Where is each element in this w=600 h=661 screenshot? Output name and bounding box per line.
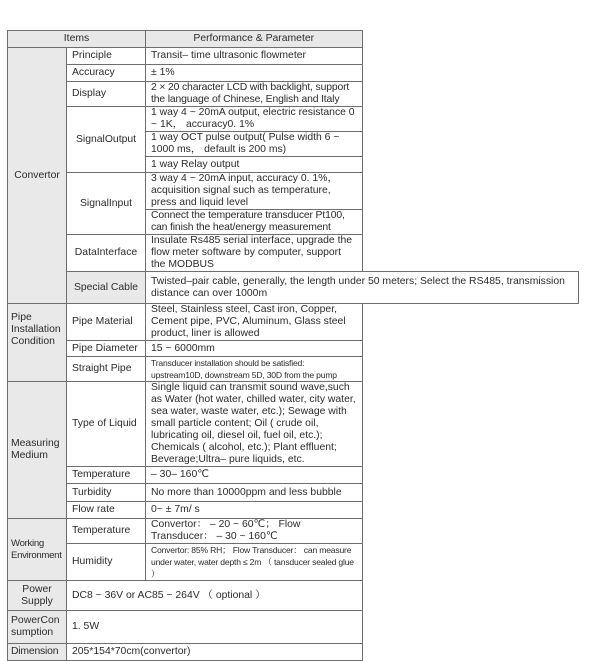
value-temperature: – 30– 160℃ (146, 467, 363, 484)
category-power-consumption: PowerCon sumption (8, 611, 67, 644)
value-accuracy: ± 1% (146, 65, 363, 82)
value-straight-pipe: Transducer installation should be satisfied: upstream10D, downstream 5D, 30D from the pump (146, 357, 363, 382)
param-pipe-material: Pipe Material (67, 304, 146, 341)
param-turbidity: Turbidity (67, 484, 146, 502)
value-type-of-liquid: Single liquid can transmit sound wave,such as Water (hot water, chilled water, city water, sea water, waste water, etc.); Sewage with small particle content; Oil ( crude oil, lubricating oil, diesel oil, fuel oil, etc.); Chemicals ( alcohol, etc.); Plant effluent; Beverage;Ultra– pure liquids, etc. (146, 382, 363, 467)
value-display: 2 × 20 character LCD with backlight, support the language of Chinese, English and Italy (146, 82, 363, 107)
param-signal-input: SignalInput (67, 173, 146, 235)
table-row (8, 484, 579, 502)
param-accuracy: Accuracy (67, 65, 146, 82)
category-measuring-medium: Measuring Medium (8, 382, 67, 519)
param-straight-pipe: Straight Pipe (67, 357, 146, 382)
table-row (8, 644, 579, 661)
table-row (8, 611, 579, 644)
param-env-temperature: Temperature (67, 519, 146, 544)
value-special-cable: Twisted–pair cable, generally, the length under 50 meters; Select the RS485, transmission distance can over 1000m (146, 272, 579, 304)
table-row (8, 467, 579, 484)
value-power-consumption: 1. 5W (67, 611, 363, 644)
header-row (8, 31, 579, 48)
value-pipe-material: Steel, Stainless steel, Cast iron, Copper, Cement pipe, PVC, Aluminum, Glass steel product, liner is allowed (146, 304, 363, 341)
table-row (8, 173, 579, 210)
table-row (8, 581, 579, 611)
table-row (8, 65, 579, 82)
value-signal-input-1: 3 way 4 ~ 20mA input, accuracy 0. 1%， acquisition signal such as temperature, press and liquid level (146, 173, 363, 210)
value-principle: Transit– time ultrasonic flowmeter (146, 48, 363, 65)
param-temperature: Temperature (67, 467, 146, 484)
value-flow-rate: 0~ ± 7m/ s (146, 502, 363, 519)
category-special-cable: Special Cable (67, 272, 146, 304)
table-row (8, 48, 579, 65)
value-signal-output-2: 1 way OCT pulse output( Pulse width 6 ~ 1000 ms， default is 200 ms) (146, 132, 363, 157)
param-data-interface: DataInterface (67, 235, 146, 272)
value-signal-output-1: 1 way 4 ~ 20mA output, electric resistance 0 ~ 1K， accuracy0. 1% (146, 107, 363, 132)
category-working-environment: Working Environment (8, 519, 67, 581)
category-convertor: Convertor (8, 48, 67, 304)
param-flow-rate: Flow rate (67, 502, 146, 519)
value-turbidity: No more than 10000ppm and less bubble (146, 484, 363, 502)
value-env-temperature: Convertor： – 20 ~ 60℃； Flow Transducer： – 30 ~ 160℃ (146, 519, 363, 544)
header-items: Items (8, 31, 146, 48)
value-pipe-diameter: 15 ~ 6000mm (146, 341, 363, 357)
table-row (8, 502, 579, 519)
value-signal-input-2: Connect the temperature transducer Pt100, can finish the heat/energy measurement (146, 210, 363, 235)
value-dimension: 205*154*70cm(convertor) (67, 644, 363, 661)
table-row (8, 519, 579, 544)
category-power-supply: Power Supply (8, 581, 67, 611)
category-dimension: Dimension (8, 644, 67, 661)
param-pipe-diameter: Pipe Diameter (67, 341, 146, 357)
category-pipe-installation: Pipe Installation Condition (8, 304, 67, 382)
table-row (8, 82, 579, 107)
param-type-of-liquid: Type of Liquid (67, 382, 146, 467)
table-row (8, 382, 579, 467)
header-performance: Performance & Parameter (146, 31, 363, 48)
value-humidity: Convertor: 85% RH； Flow Transducer： can measure under water, water depth ≤ 2m （ tansducer sealed glue ） (146, 544, 363, 581)
param-principle: Principle (67, 48, 146, 65)
value-data-interface: Insulate Rs485 serial interface, upgrade the flow meter software by computer, support the MODBUS (146, 235, 363, 272)
param-humidity: Humidity (67, 544, 146, 581)
table-row (8, 544, 579, 581)
table-row (8, 272, 579, 304)
table-row (8, 357, 579, 382)
value-power-supply: DC8 ~ 36V or AC85 ~ 264V （ optional ） (67, 581, 363, 611)
param-display: Display (67, 82, 146, 107)
table-row (8, 304, 579, 341)
table-row (8, 107, 579, 132)
value-signal-output-3: 1 way Relay output (146, 157, 363, 173)
param-signal-output: SignalOutput (67, 107, 146, 173)
table-row (8, 235, 579, 272)
table-row (8, 341, 579, 357)
specification-table (7, 30, 579, 661)
